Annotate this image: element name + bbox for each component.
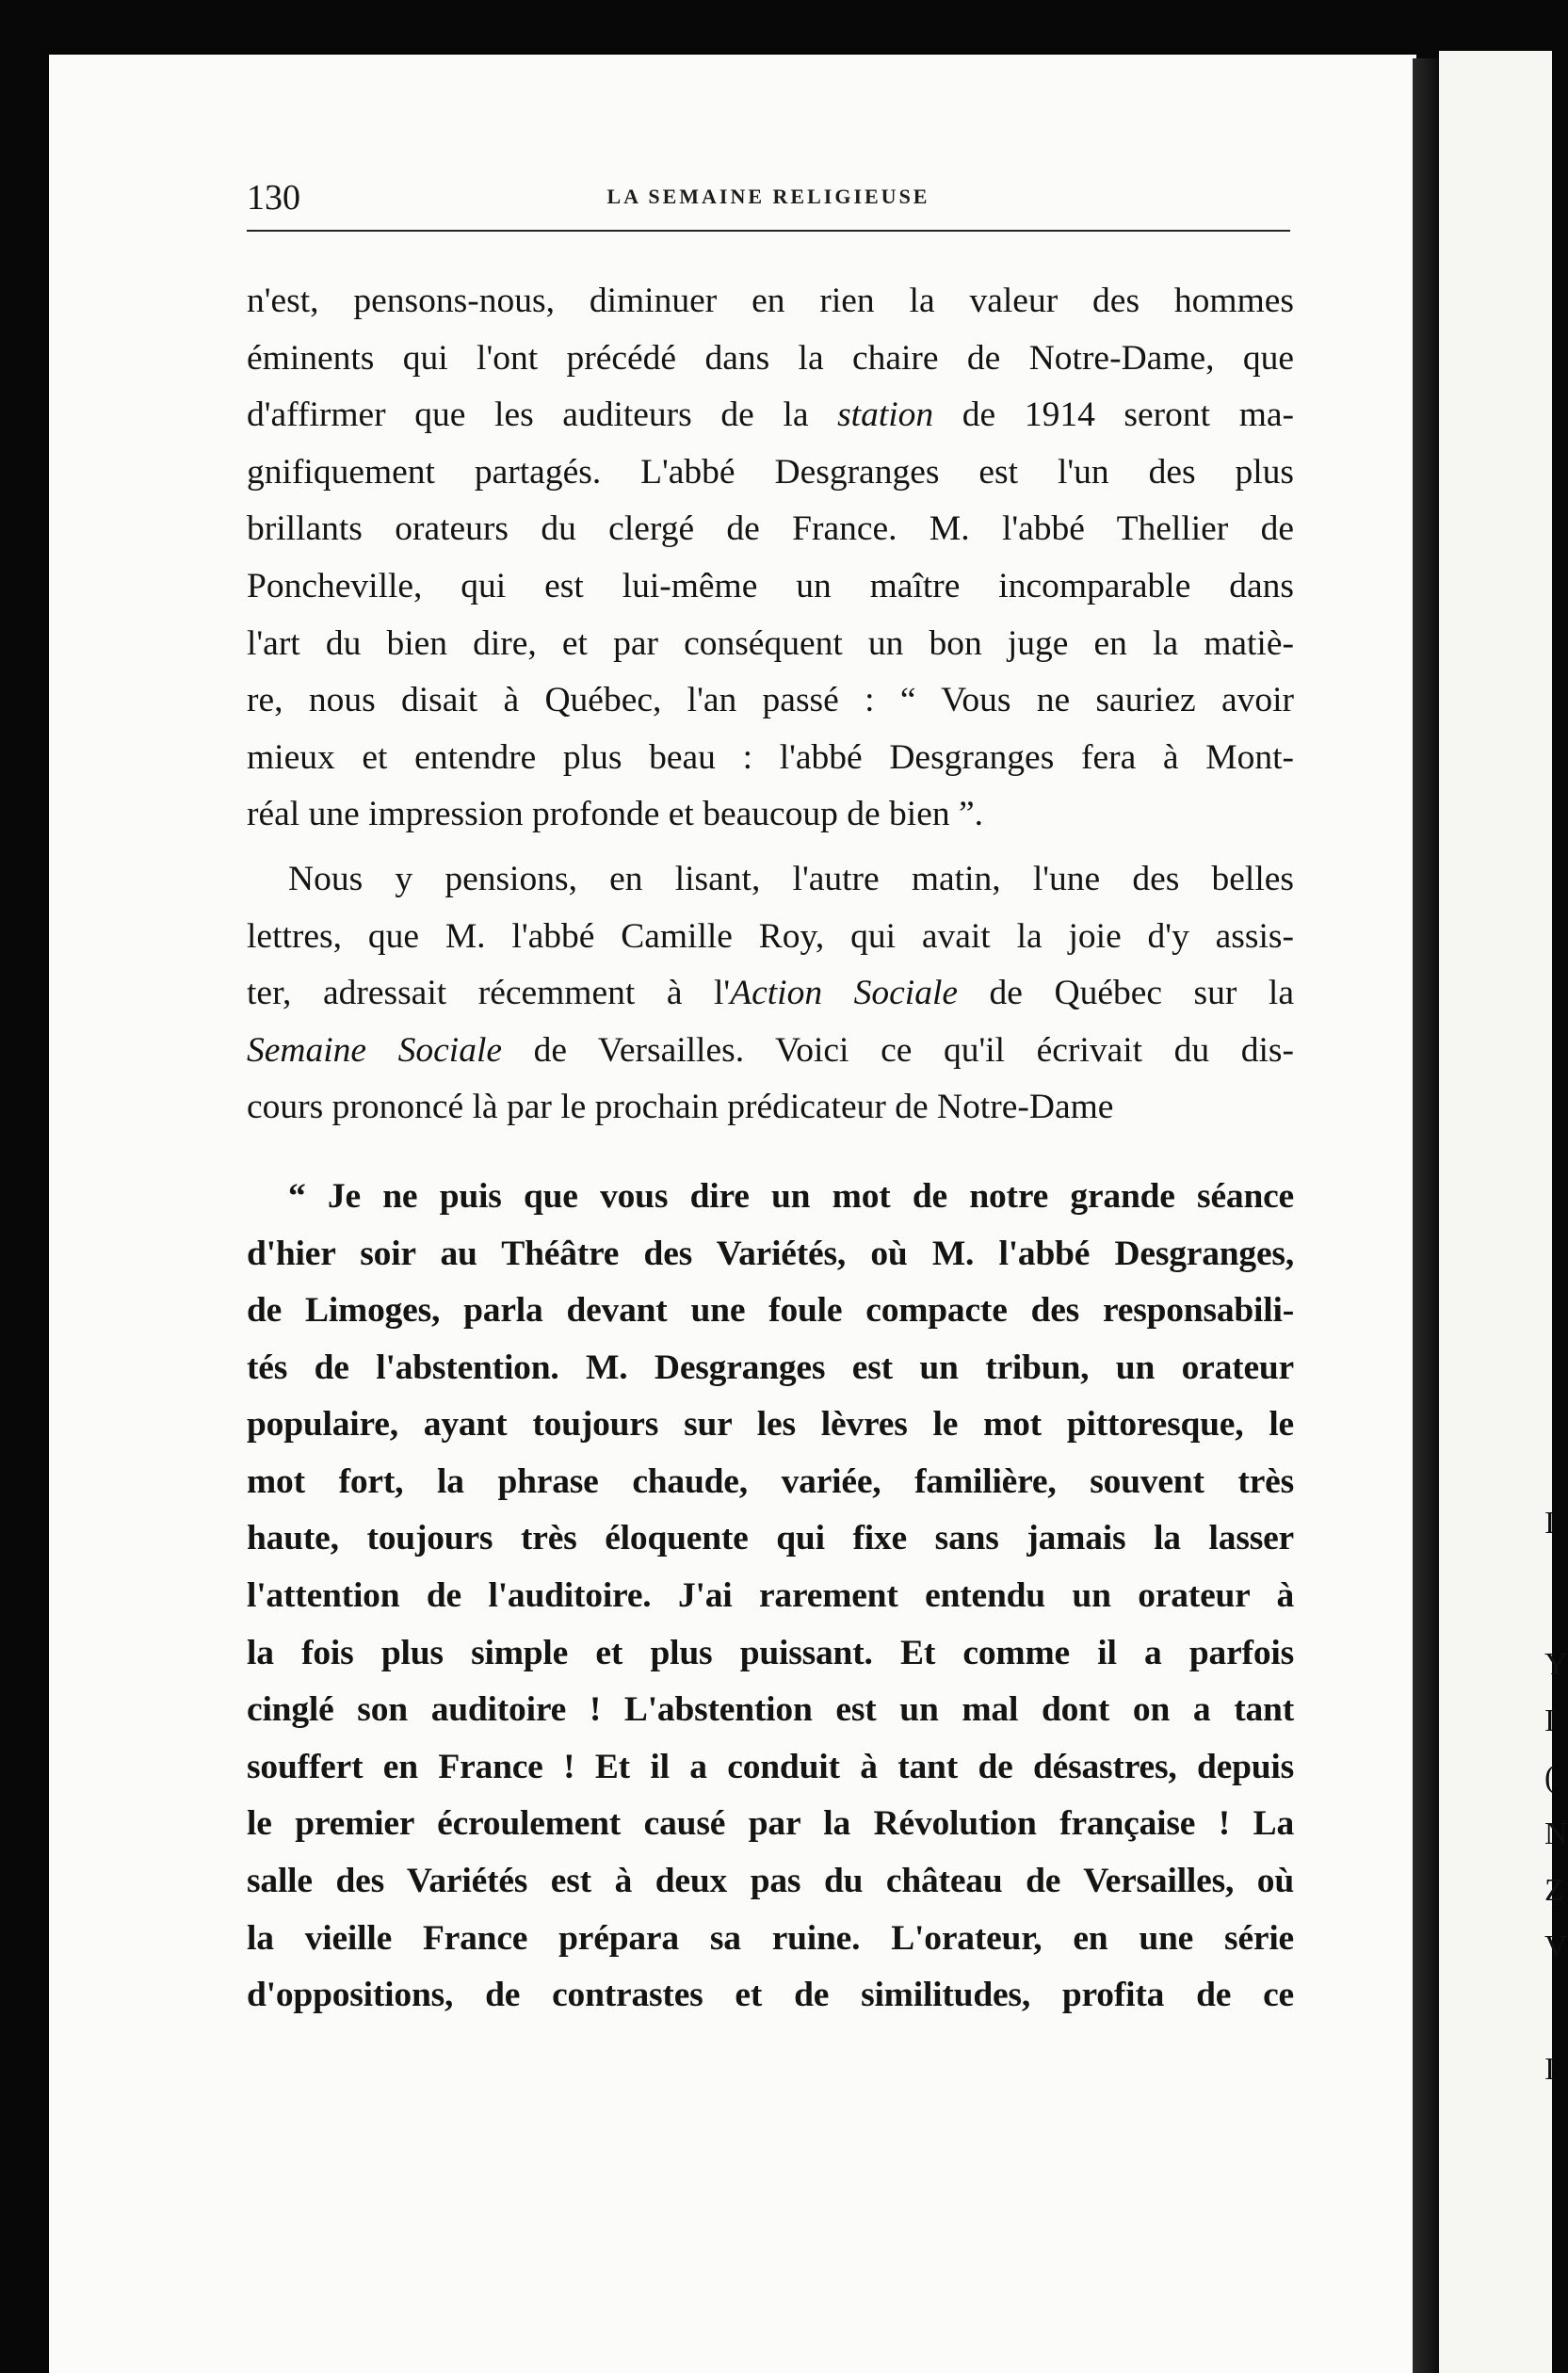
adjacent-page-letter: Y xyxy=(1544,1647,1568,1682)
text-line: réal une impression profonde et beaucoup de bien ”. xyxy=(247,795,984,834)
text-line: mot fort, la phrase chaude, variée, familière, souvent très xyxy=(247,1461,1294,1501)
text-line: d'affirmer que les auditeurs de la station de 1914 seront ma- xyxy=(247,396,1294,435)
text-line: salle des Variétés est à deux pas du château de Versailles, où xyxy=(247,1862,1294,1901)
text-line: cinglé son auditoire ! L'abstention est un mal dont on a tant xyxy=(247,1690,1294,1730)
paragraph-1 xyxy=(247,273,1294,844)
text-line: mieux et entendre plus beau : l'abbé Desgranges fera à Mont- xyxy=(247,737,1294,777)
text-line: la fois plus simple et plus puissant. Et comme il a parfois xyxy=(247,1633,1294,1672)
text-line: brillants orateurs du clergé de France. M. l'abbé Thellier de xyxy=(247,509,1294,549)
adjacent-page-letter: I xyxy=(1544,1506,1556,1541)
text-line: populaire, ayant toujours sur les lèvres le mot pittoresque, le xyxy=(247,1405,1294,1445)
page-header xyxy=(247,177,1290,226)
adjacent-page-edge xyxy=(1439,51,1568,2373)
adjacent-page-letter: Z xyxy=(1544,1873,1564,1908)
text-line: “ Je ne puis que vous dire un mot de notre grande séance xyxy=(288,1176,1294,1216)
text-line: Nous y pensions, en lisant, l'autre matin, l'une des belles xyxy=(288,859,1294,898)
text-line: Semaine Sociale de Versailles. Voici ce qu'il écrivait du dis- xyxy=(247,1030,1294,1070)
text-line: cours prononcé là par le prochain prédicateur de Notre-Dame xyxy=(247,1088,1114,1127)
adjacent-page-letter: V xyxy=(1544,1929,1568,1964)
book-gutter xyxy=(1413,58,1439,2373)
text-line: souffert en France ! Et il a conduit à tant de désastres, depuis xyxy=(247,1747,1294,1786)
text-line: Poncheville, qui est lui-même un maître incomparable dans xyxy=(247,566,1294,605)
header-rule xyxy=(247,230,1290,232)
text-line: éminents qui l'ont précédé dans la chaire de Notre-Dame, que xyxy=(247,338,1294,378)
text-line: l'attention de l'auditoire. J'ai rarement entendu un orateur à xyxy=(247,1576,1294,1616)
page-number: 130 xyxy=(247,178,300,218)
text-line: ter, adressait récemment à l'Action Sociale de Québec sur la xyxy=(247,974,1294,1013)
adjacent-page-letter: I xyxy=(1544,2052,1556,2087)
text-line: la vieille France prépara sa ruine. L'orateur, en une série xyxy=(247,1918,1294,1958)
running-title: LA SEMAINE RELIGIEUSE xyxy=(606,185,930,208)
paragraph-2 xyxy=(247,851,1294,1137)
adjacent-page-letter: ( xyxy=(1544,1760,1556,1795)
text-line: lettres, que M. l'abbé Camille Roy, qui avait la joie d'y assis- xyxy=(247,916,1294,956)
text-line: n'est, pensons-nous, diminuer en rien la valeur des hommes xyxy=(247,282,1294,320)
text-line: tés de l'abstention. M. Desgranges est un tribun, un orateur xyxy=(247,1348,1294,1387)
adjacent-page-letter: N xyxy=(1544,1816,1568,1851)
text-line: le premier écroulement causé par la Révolution française ! La xyxy=(247,1804,1294,1844)
text-line: d'hier soir au Théâtre des Variétés, où M. l'abbé Desgranges, xyxy=(247,1234,1294,1273)
text-line: l'art du bien dire, et par conséquent un bon juge en la matiè- xyxy=(247,623,1294,663)
text-line: de Limoges, parla devant une foule compacte des responsabili- xyxy=(247,1291,1294,1331)
text-line: haute, toujours très éloquente qui fixe sans jamais la lasser xyxy=(247,1519,1294,1558)
page-body xyxy=(247,273,1294,2025)
adjacent-page-letter: I xyxy=(1544,1703,1556,1738)
text-line: d'oppositions, de contrastes et de similitudes, profita de ce xyxy=(247,1976,1294,2015)
text-line: gnifiquement partagés. L'abbé Desgranges est l'un des plus xyxy=(247,452,1294,492)
text-line: re, nous disait à Québec, l'an passé : “ Vous ne sauriez avoir xyxy=(247,681,1294,720)
quoted-letter xyxy=(247,1169,1294,2025)
